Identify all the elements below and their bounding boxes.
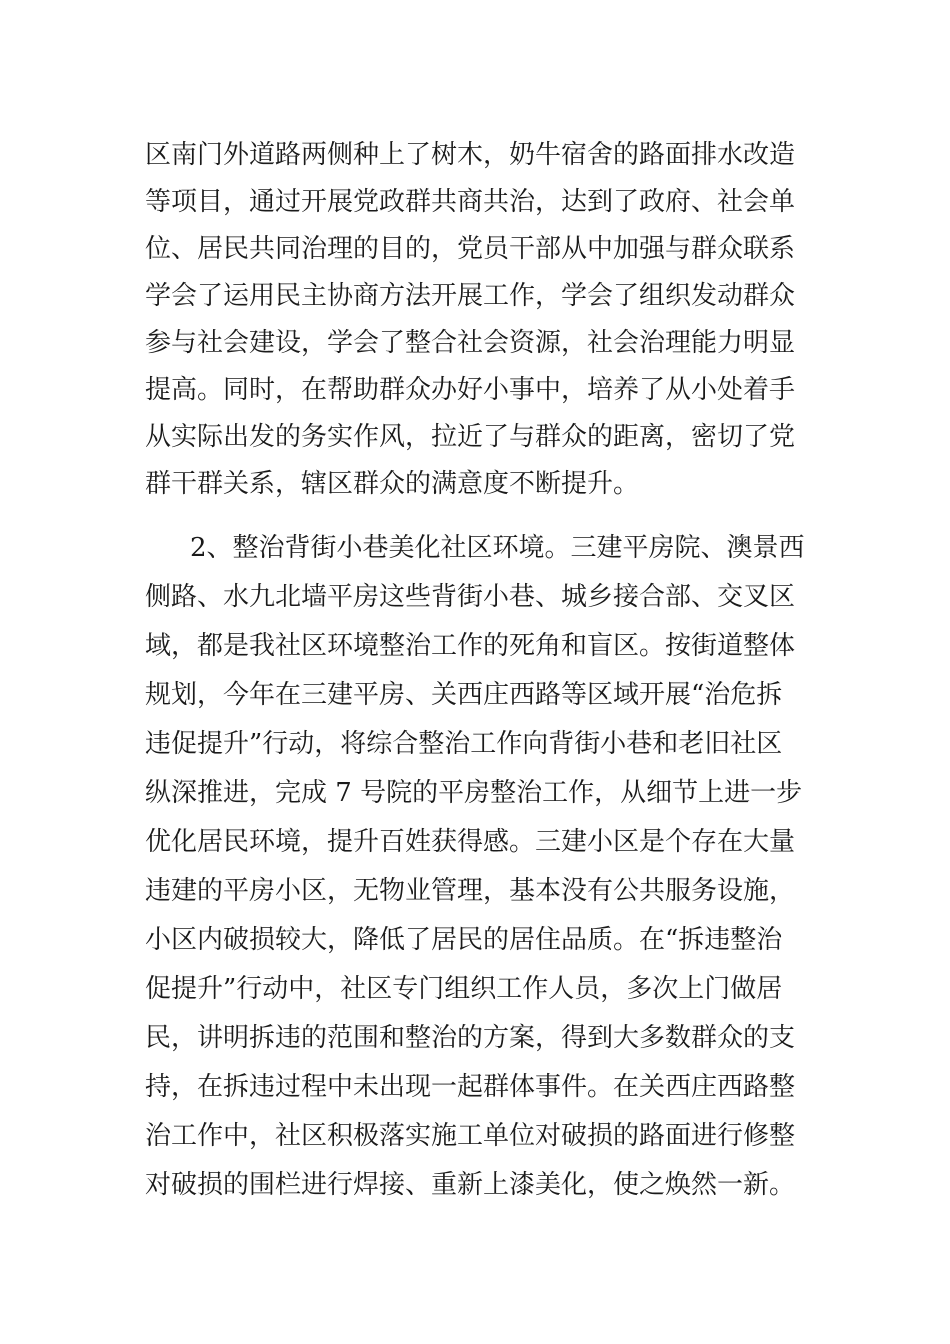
text-line: 小区内破损较大，降低了居民的居住品质。在“拆违整治 <box>145 925 783 955</box>
text-line: 提高。同时，在帮助群众办好小事中，培养了从小处着手 <box>145 375 796 405</box>
text-line: 参与社会建设，学会了整合社会资源，社会治理能力明显 <box>145 328 796 358</box>
text-line: 区南门外道路两侧种上了树木，奶牛宿舍的路面排水改造 <box>145 140 796 170</box>
text-line: 从实际出发的务实作风，拉近了与群众的距离，密切了党 <box>145 422 796 452</box>
text-line: 促提升”行动中，社区专门组织工作人员，多次上门做居 <box>145 974 783 1004</box>
text-line: 违建的平房小区，无物业管理，基本没有公共服务设施， <box>145 876 796 906</box>
text-line: 对破损的围栏进行焊接、重新上漆美化，使之焕然一新。 <box>145 1170 796 1200</box>
text-line: 群干群关系，辖区群众的满意度不断提升。 <box>145 469 640 499</box>
text-line: 治工作中，社区积极落实施工单位对破损的路面进行修整 <box>145 1121 796 1151</box>
text-line: 等项目，通过开展党政群共商共治，达到了政府、社会单 <box>145 187 796 217</box>
text-line: 违促提升”行动，将综合整治工作向背街小巷和老旧社区 <box>145 729 783 759</box>
text-line: 学会了运用民主协商方法开展工作，学会了组织发动群众 <box>145 281 796 311</box>
paragraph-start-line: 2、整治背街小巷美化社区环境。三建平房院、澳景西 <box>190 533 805 563</box>
text-line: 位、居民共同治理的目的，党员干部从中加强与群众联系 <box>145 234 796 264</box>
text-line: 纵深推进，完成 7 号院的平房整治工作，从细节上进一步 <box>145 778 803 808</box>
text-line: 规划，今年在三建平房、关西庄西路等区域开展“治危拆 <box>145 680 783 710</box>
text-line: 优化居民环境，提升百姓获得感。三建小区是个存在大量 <box>145 827 796 857</box>
text-line: 持，在拆违过程中未出现一起群体事件。在关西庄西路整 <box>145 1072 796 1102</box>
text-line: 域，都是我社区环境整治工作的死角和盲区。按街道整体 <box>145 631 796 661</box>
text-line: 侧路、水九北墙平房这些背街小巷、城乡接合部、交叉区 <box>145 582 796 612</box>
text-line: 民，讲明拆违的范围和整治的方案，得到大多数群众的支 <box>145 1023 796 1053</box>
